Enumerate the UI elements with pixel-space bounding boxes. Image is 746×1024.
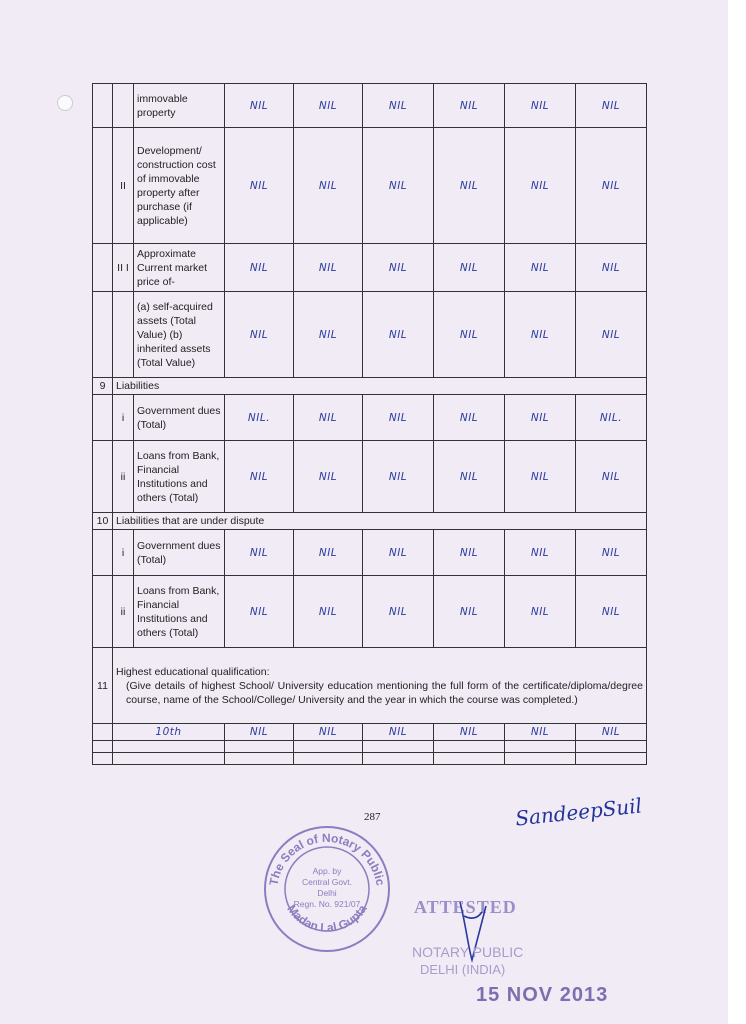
- item-number: [93, 292, 113, 378]
- table-row: [93, 395, 647, 441]
- handwritten-value: NIL.: [576, 395, 647, 441]
- blank-cell: [294, 741, 363, 753]
- seal-ring-bottom-text: Madan Lal Gupta: [284, 902, 370, 935]
- handwritten-value: NIL: [505, 576, 576, 648]
- section-number: 11: [93, 648, 113, 724]
- sub-item: i: [113, 530, 134, 576]
- handwritten-value: NIL: [576, 441, 647, 513]
- sub-item: i: [113, 395, 134, 441]
- blank-cell: [93, 741, 113, 753]
- handwritten-value: NIL: [294, 84, 363, 128]
- handwritten-value: NIL: [505, 84, 576, 128]
- handwritten-value: NIL: [505, 530, 576, 576]
- signature: SandeepSuil: [514, 793, 644, 831]
- handwritten-value: NIL: [434, 128, 505, 244]
- handwritten-value: NIL: [294, 395, 363, 441]
- handwritten-value: NIL: [294, 244, 363, 292]
- handwritten-value: NIL: [576, 576, 647, 648]
- handwritten-value: NIL: [225, 84, 294, 128]
- handwritten-value: NIL: [363, 84, 434, 128]
- blank-cell: [113, 753, 225, 765]
- blank-cell: [294, 753, 363, 765]
- item-number: [93, 395, 113, 441]
- page-number: 287: [364, 811, 381, 823]
- handwritten-value: NIL: [225, 724, 294, 741]
- handwritten-value: NIL: [505, 128, 576, 244]
- row-label: Government dues (Total): [134, 395, 225, 441]
- handwritten-value: NIL: [363, 292, 434, 378]
- section-title: Liabilities: [113, 378, 647, 395]
- seal-ring-text: The Seal of Notary Public: [266, 830, 388, 887]
- seal-center-line: Delhi: [317, 888, 337, 898]
- handwritten-value: NIL: [576, 724, 647, 741]
- handwritten-value: NIL: [505, 244, 576, 292]
- handwritten-value: 10th: [113, 724, 225, 741]
- blank-cell: [434, 753, 505, 765]
- seal-center-line: App. by: [312, 866, 342, 876]
- sub-item: [113, 84, 134, 128]
- notary-stamp: NOTARY PUBLIC: [412, 944, 524, 960]
- section-header: [93, 513, 647, 530]
- handwritten-value: NIL: [225, 441, 294, 513]
- item-number: [93, 244, 113, 292]
- row-label: (a) self-acquired assets (Total Value) (b) inherited assets (Total Value): [134, 292, 225, 378]
- item-number: [93, 576, 113, 648]
- blank-cell: [576, 753, 647, 765]
- blank-cell: [505, 741, 576, 753]
- scan-edge: [728, 0, 746, 1024]
- handwritten-value: NIL: [225, 530, 294, 576]
- handwritten-value: NIL: [434, 441, 505, 513]
- row-label: Development/ construction cost of immovable property after purchase (if applicable): [134, 128, 225, 244]
- blank-cell: [363, 741, 434, 753]
- handwritten-value: NIL: [294, 292, 363, 378]
- section-title: Highest educational qualification:: [116, 665, 270, 678]
- handwritten-value: NIL: [363, 441, 434, 513]
- empty-row: [93, 741, 647, 753]
- handwritten-value: NIL: [434, 724, 505, 741]
- sub-item: II I: [113, 244, 134, 292]
- row-label: Loans from Bank, Financial Institutions and others (Total): [134, 576, 225, 648]
- handwritten-value: NIL: [363, 724, 434, 741]
- section-header: [93, 378, 647, 395]
- handwritten-value: NIL: [505, 395, 576, 441]
- handwritten-value: NIL: [363, 576, 434, 648]
- handwritten-value: NIL: [434, 292, 505, 378]
- row-label: Approximate Current market price of-: [134, 244, 225, 292]
- handwritten-value: NIL: [294, 576, 363, 648]
- sub-item: ii: [113, 576, 134, 648]
- handwritten-value: NIL: [576, 128, 647, 244]
- table-row: [93, 244, 647, 292]
- blank-cell: [434, 741, 505, 753]
- handwritten-value: NIL: [225, 244, 294, 292]
- handwritten-value: NIL: [576, 292, 647, 378]
- handwritten-value: NIL: [505, 292, 576, 378]
- handwritten-value: NIL: [294, 441, 363, 513]
- handwritten-value: NIL: [576, 84, 647, 128]
- handwritten-value: NIL: [294, 128, 363, 244]
- handwritten-value: NIL: [225, 576, 294, 648]
- blank-cell: [113, 741, 225, 753]
- item-number: [93, 128, 113, 244]
- empty-row: [93, 753, 647, 765]
- handwritten-value: NIL: [363, 244, 434, 292]
- handwritten-value: NIL: [225, 128, 294, 244]
- notary-seal: [262, 824, 392, 954]
- section-header: [93, 648, 647, 724]
- blank-cell: [576, 741, 647, 753]
- asset-liability-table: [92, 83, 647, 765]
- handwritten-value: NIL: [363, 128, 434, 244]
- section-number: 9: [93, 378, 113, 395]
- handwritten-value: NIL: [363, 530, 434, 576]
- date-stamp: 15 NOV 2013: [476, 984, 609, 1006]
- item-number: [93, 530, 113, 576]
- handwritten-value: NIL: [576, 244, 647, 292]
- sub-item: II: [113, 128, 134, 244]
- handwritten-value: NIL: [294, 724, 363, 741]
- seal-center-line: Central Govt.: [301, 877, 353, 887]
- sub-item: ii: [113, 441, 134, 513]
- table-row: [93, 84, 647, 128]
- blank-cell: [505, 753, 576, 765]
- handwritten-value: NIL: [434, 84, 505, 128]
- handwritten-value: NIL: [505, 724, 576, 741]
- table-row: [93, 530, 647, 576]
- row-label: immovable property: [134, 84, 225, 128]
- sub-item: [113, 292, 134, 378]
- handwritten-value: NIL: [434, 395, 505, 441]
- handwritten-value: NIL: [434, 576, 505, 648]
- table-row: [93, 128, 647, 244]
- handwritten-value: NIL: [225, 292, 294, 378]
- item-number: [93, 441, 113, 513]
- blank-cell: [225, 753, 294, 765]
- handwritten-value: NIL: [576, 530, 647, 576]
- section-instructions: (Give details of highest School/ University education mentioning the full form of the certificate/diploma/degree course, name of the School/College/ University and the year in which the course was completed.): [126, 679, 643, 706]
- table-row: [93, 724, 647, 741]
- row-label: Government dues (Total): [134, 530, 225, 576]
- blank-cell: [93, 753, 113, 765]
- notary-location: DELHI (INDIA): [420, 962, 506, 977]
- education-question: [113, 648, 647, 724]
- handwritten-value: NIL: [434, 530, 505, 576]
- attested-stamp: ATTESTED: [414, 897, 517, 917]
- handwritten-value: NIL: [363, 395, 434, 441]
- blank-cell: [363, 753, 434, 765]
- row-label: Loans from Bank, Financial Institutions and others (Total): [134, 441, 225, 513]
- item-number: [93, 84, 113, 128]
- handwritten-value: NIL: [434, 244, 505, 292]
- handwritten-value: NIL.: [225, 395, 294, 441]
- handwritten-value: NIL: [294, 530, 363, 576]
- table-row: [93, 441, 647, 513]
- table-row: [93, 292, 647, 378]
- punch-hole: [57, 95, 73, 111]
- handwritten-value: NIL: [505, 441, 576, 513]
- seal-center-line: Regn. No. 921/07: [293, 899, 361, 909]
- blank-cell: [93, 724, 113, 741]
- section-title: Liabilities that are under dispute: [113, 513, 647, 530]
- table-row: [93, 576, 647, 648]
- blank-cell: [225, 741, 294, 753]
- section-number: 10: [93, 513, 113, 530]
